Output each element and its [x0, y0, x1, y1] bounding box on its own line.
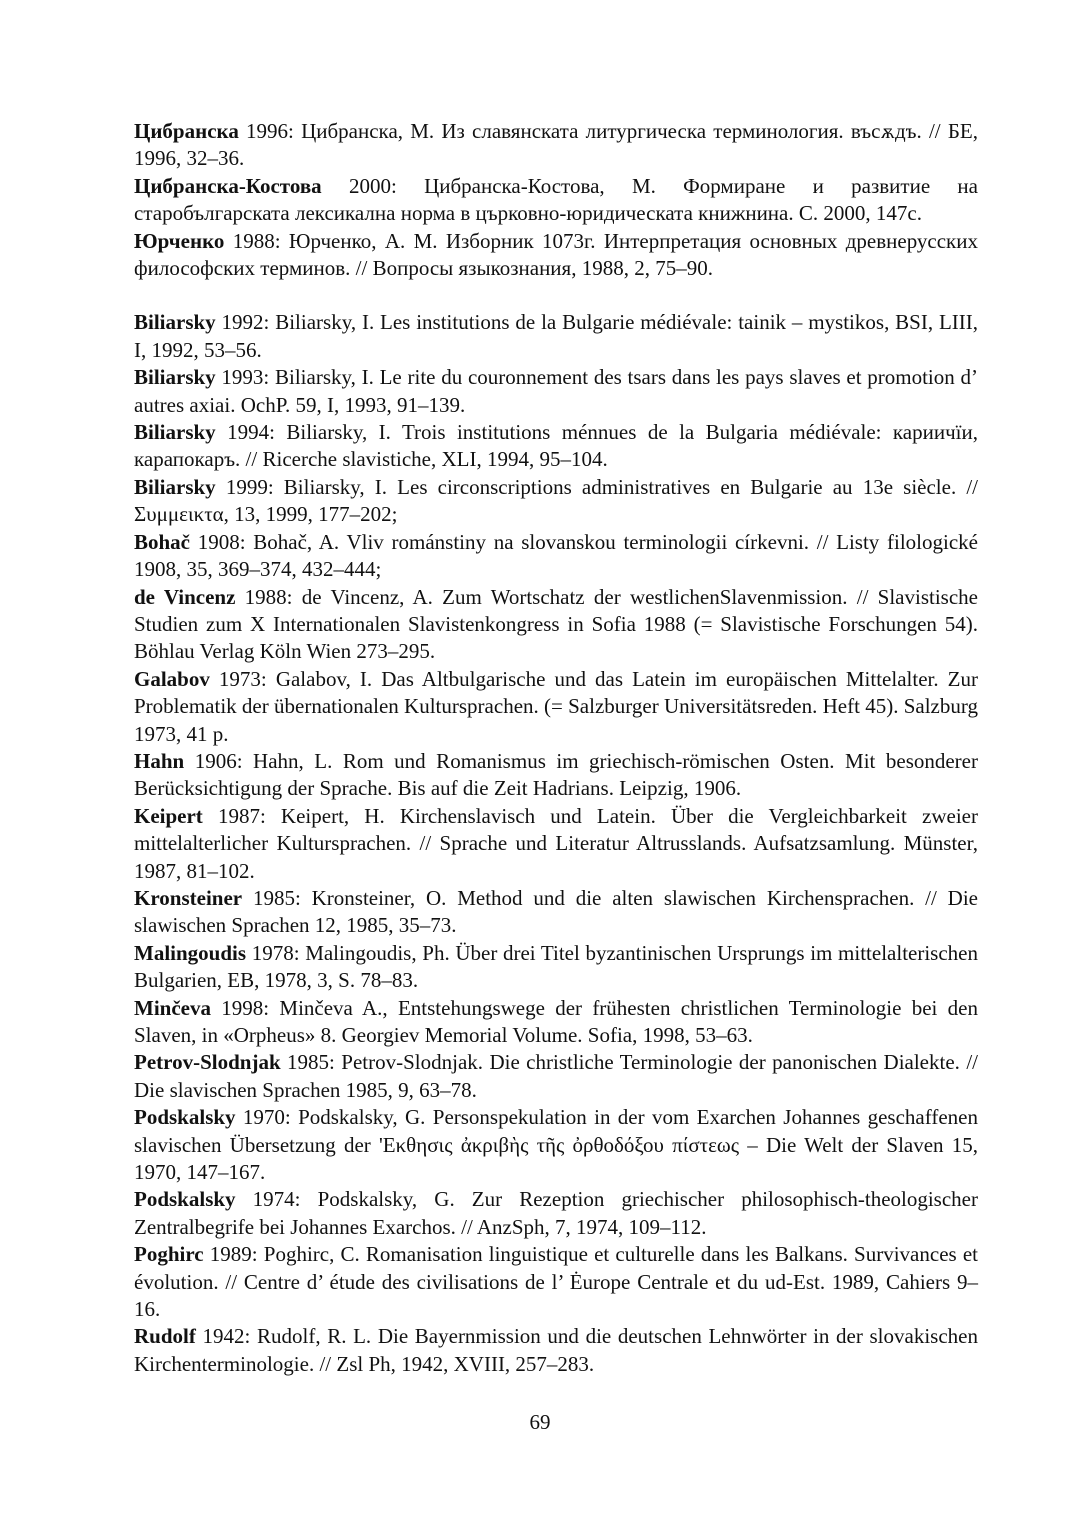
bibliography [134, 118, 978, 1378]
bibliography-entry [134, 1323, 978, 1378]
bibliography-entry [134, 1049, 978, 1104]
entry-text: 1996: Цибранска, М. Из славянската литургическа терминология. въсѫдъ. // БЕ, 1996, 32–36. [134, 119, 978, 171]
bibliography-entry [134, 529, 978, 584]
bibliography-entry [134, 995, 978, 1050]
entry-author: de Vincenz [134, 584, 236, 609]
entry-author: Podskalsky [134, 1187, 236, 1212]
bibliography-entry [134, 748, 978, 803]
entry-author: Rudolf [134, 1324, 196, 1349]
entry-author: Poghirc [134, 1242, 204, 1267]
entry-author: Цибранска-Костова [134, 173, 322, 198]
entry-author: Podskalsky [134, 1105, 236, 1130]
bibliography-entry [134, 419, 978, 474]
entry-author: Kronsteiner [134, 885, 243, 910]
entry-author: Biliarsky [134, 365, 216, 390]
entry-text: 1988: de Vincenz, A. Zum Wortschatz der westlichenSlavenmission. // Slavistische Studien zum X Internationalen Slavistenkongress in Sofia 1988 (= Slavistische Forschungen 54). Böhlau Verlag Köln Wien 273–295. [134, 584, 978, 664]
entry-author: Цибранска [134, 119, 239, 143]
bibliography-latin-group [134, 309, 978, 1378]
entry-text: 1908: Bohač, A. Vliv románstiny na slovanskou terminologii církevni. // Listy filologické 1908, 35, 369–374, 432–444; [134, 529, 978, 582]
entry-text: 1992: Biliarsky, I. Les institutions de la Bulgarie médiévale: tainik – mystikos, BSI, LIII, I, 1992, 53–56. [134, 310, 978, 362]
bibliography-entry [134, 474, 978, 529]
bibliography-entry [134, 173, 978, 228]
entry-author: Biliarsky [134, 310, 216, 335]
bibliography-entry [134, 940, 978, 995]
bibliography-entry [134, 803, 978, 885]
entry-author: Biliarsky [134, 474, 216, 499]
entry-text: 1998: Minčeva A., Entstehungswege der frühesten christlichen Terminologie bei den Slaven, in «Orpheus» 8. Georgiev Memorial Volume. Sofia, 1998, 53–63. [134, 995, 978, 1047]
bibliography-entry [134, 584, 978, 666]
bibliography-entry [134, 1104, 978, 1186]
bibliography-entry [134, 309, 978, 364]
entry-text: 1987: Keipert, H. Kirchenslavisch und Latein. Über die Vergleichbarkeit zweier mittelalterlicher Kultursprachen. // Sprache und Literatur Altrusslands. Aufsatzsamlung. Münster, 1987, 81–102. [134, 803, 978, 883]
entry-author: Biliarsky [134, 420, 216, 445]
entry-author: Keipert [134, 803, 203, 828]
entry-author: Minčeva [134, 995, 211, 1020]
entry-text: 1985: Petrov-Slodnjak. Die christliche Terminologie der panonischen Dialekte. // Die slavischen Sprachen 1985, 9, 63–78. [134, 1050, 978, 1102]
entry-author: Юрченко [134, 228, 225, 253]
entry-author: Hahn [134, 748, 185, 773]
entry-text: 1993: Biliarsky, I. Le rite du couronnement des tsars dans les pays slaves et promotion d’ autres axiai. OchP. 59, I, 1993, 91–139. [134, 365, 978, 417]
entry-author: Petrov-Slodnjak [134, 1050, 281, 1075]
entry-text: 1999: Biliarsky, I. Les circonscriptions administratives en Bulgarie au 13e siècle. // Συμμεικτα, 13, 1999, 177–202; [134, 474, 978, 527]
entry-text: 1942: Rudolf, R. L. Die Bayernmission und die deutschen Lehnwörter in der slovakischen Kirchenterminologie. // Zsl Ph, 1942, XVIII, 257–283. [134, 1324, 978, 1376]
bibliography-entry [134, 1186, 978, 1241]
bibliography-entry [134, 885, 978, 940]
entry-text: 1973: Galabov, I. Das Altbulgarische und das Latein im europäischen Mittelalter. Zur Problematik der übernationalen Kultursprachen. (= Salzburger Universitätsreden. Heft 45). Salzburg 1973, 41 p. [134, 666, 978, 746]
entry-text: 1906: Hahn, L. Rom und Romanismus im griechisch-römischen Osten. Mit besonderer Berücksichtigung der Sprache. Bis auf die Zeit Hadrians. Leipzig, 1906. [134, 748, 978, 801]
entry-author: Bohač [134, 529, 191, 554]
group-separator [134, 282, 978, 309]
bibliography-entry [134, 666, 978, 748]
entry-text: 1985: Kronsteiner, O. Method und die alten slawischen Kirchensprachen. // Die slawischen Sprachen 12, 1985, 35–73. [134, 885, 978, 938]
bibliography-entry [134, 364, 978, 419]
bibliography-entry [134, 228, 978, 283]
entry-author: Galabov [134, 666, 210, 691]
entry-text: 1994: Biliarsky, I. Trois institutions ménnues de la Bulgaria médiévale: кариичїи, карапокаръ. // Ricerche slavistiche, XLI, 1994, 95–104. [134, 420, 978, 472]
bibliography-cyrillic-group [134, 118, 978, 282]
entry-text: 2000: Цибранска-Костова, М. Формиране и развитие на старобългарската лексикална норма в църковно-юридическата книжнина. С. 2000, 147с. [134, 173, 978, 226]
entry-text: 1974: Podskalsky, G. Zur Rezeption griechischer philosophisch-theologischer Zentralbegrife bei Johannes Exarchos. // AnzSph, 7, 1974, 109–112. [134, 1187, 978, 1239]
entry-text: 1988: Юрченко, А. М. Изборник 1073г. Интерпретация основных древнерусских философских терминов. // Вопросы языкознания, 1988, 2, 75–90. [134, 228, 978, 281]
bibliography-entry [134, 118, 978, 173]
page-number: 69 [529, 1410, 551, 1434]
entry-text: 1989: Poghirc, C. Romanisation linguistique et culturelle dans les Balkans. Survivances et évolution. // Centre d’ étude des civilisations de l’ Ėurope Centrale et du ud-Est. 1989, Cahiers 9–16. [134, 1242, 978, 1322]
entry-text: 1978: Malingoudis, Ph. Über drei Titel byzantinischen Ursprungs im mittelalterischen Bulgarien, EB, 1978, 3, S. 78–83. [134, 940, 978, 993]
entry-author: Malingoudis [134, 940, 247, 965]
bibliography-entry [134, 1241, 978, 1323]
entry-text: 1970: Podskalsky, G. Personspekulation in der vom Exarchen Johannes geschaffenen slavischen Übersetzung der 'Εκθησις ἀκριβὴς τῆς ὀρθοδόξου πίστεως – Die Welt der Slaven 15, 1970, 147–167. [134, 1105, 978, 1185]
